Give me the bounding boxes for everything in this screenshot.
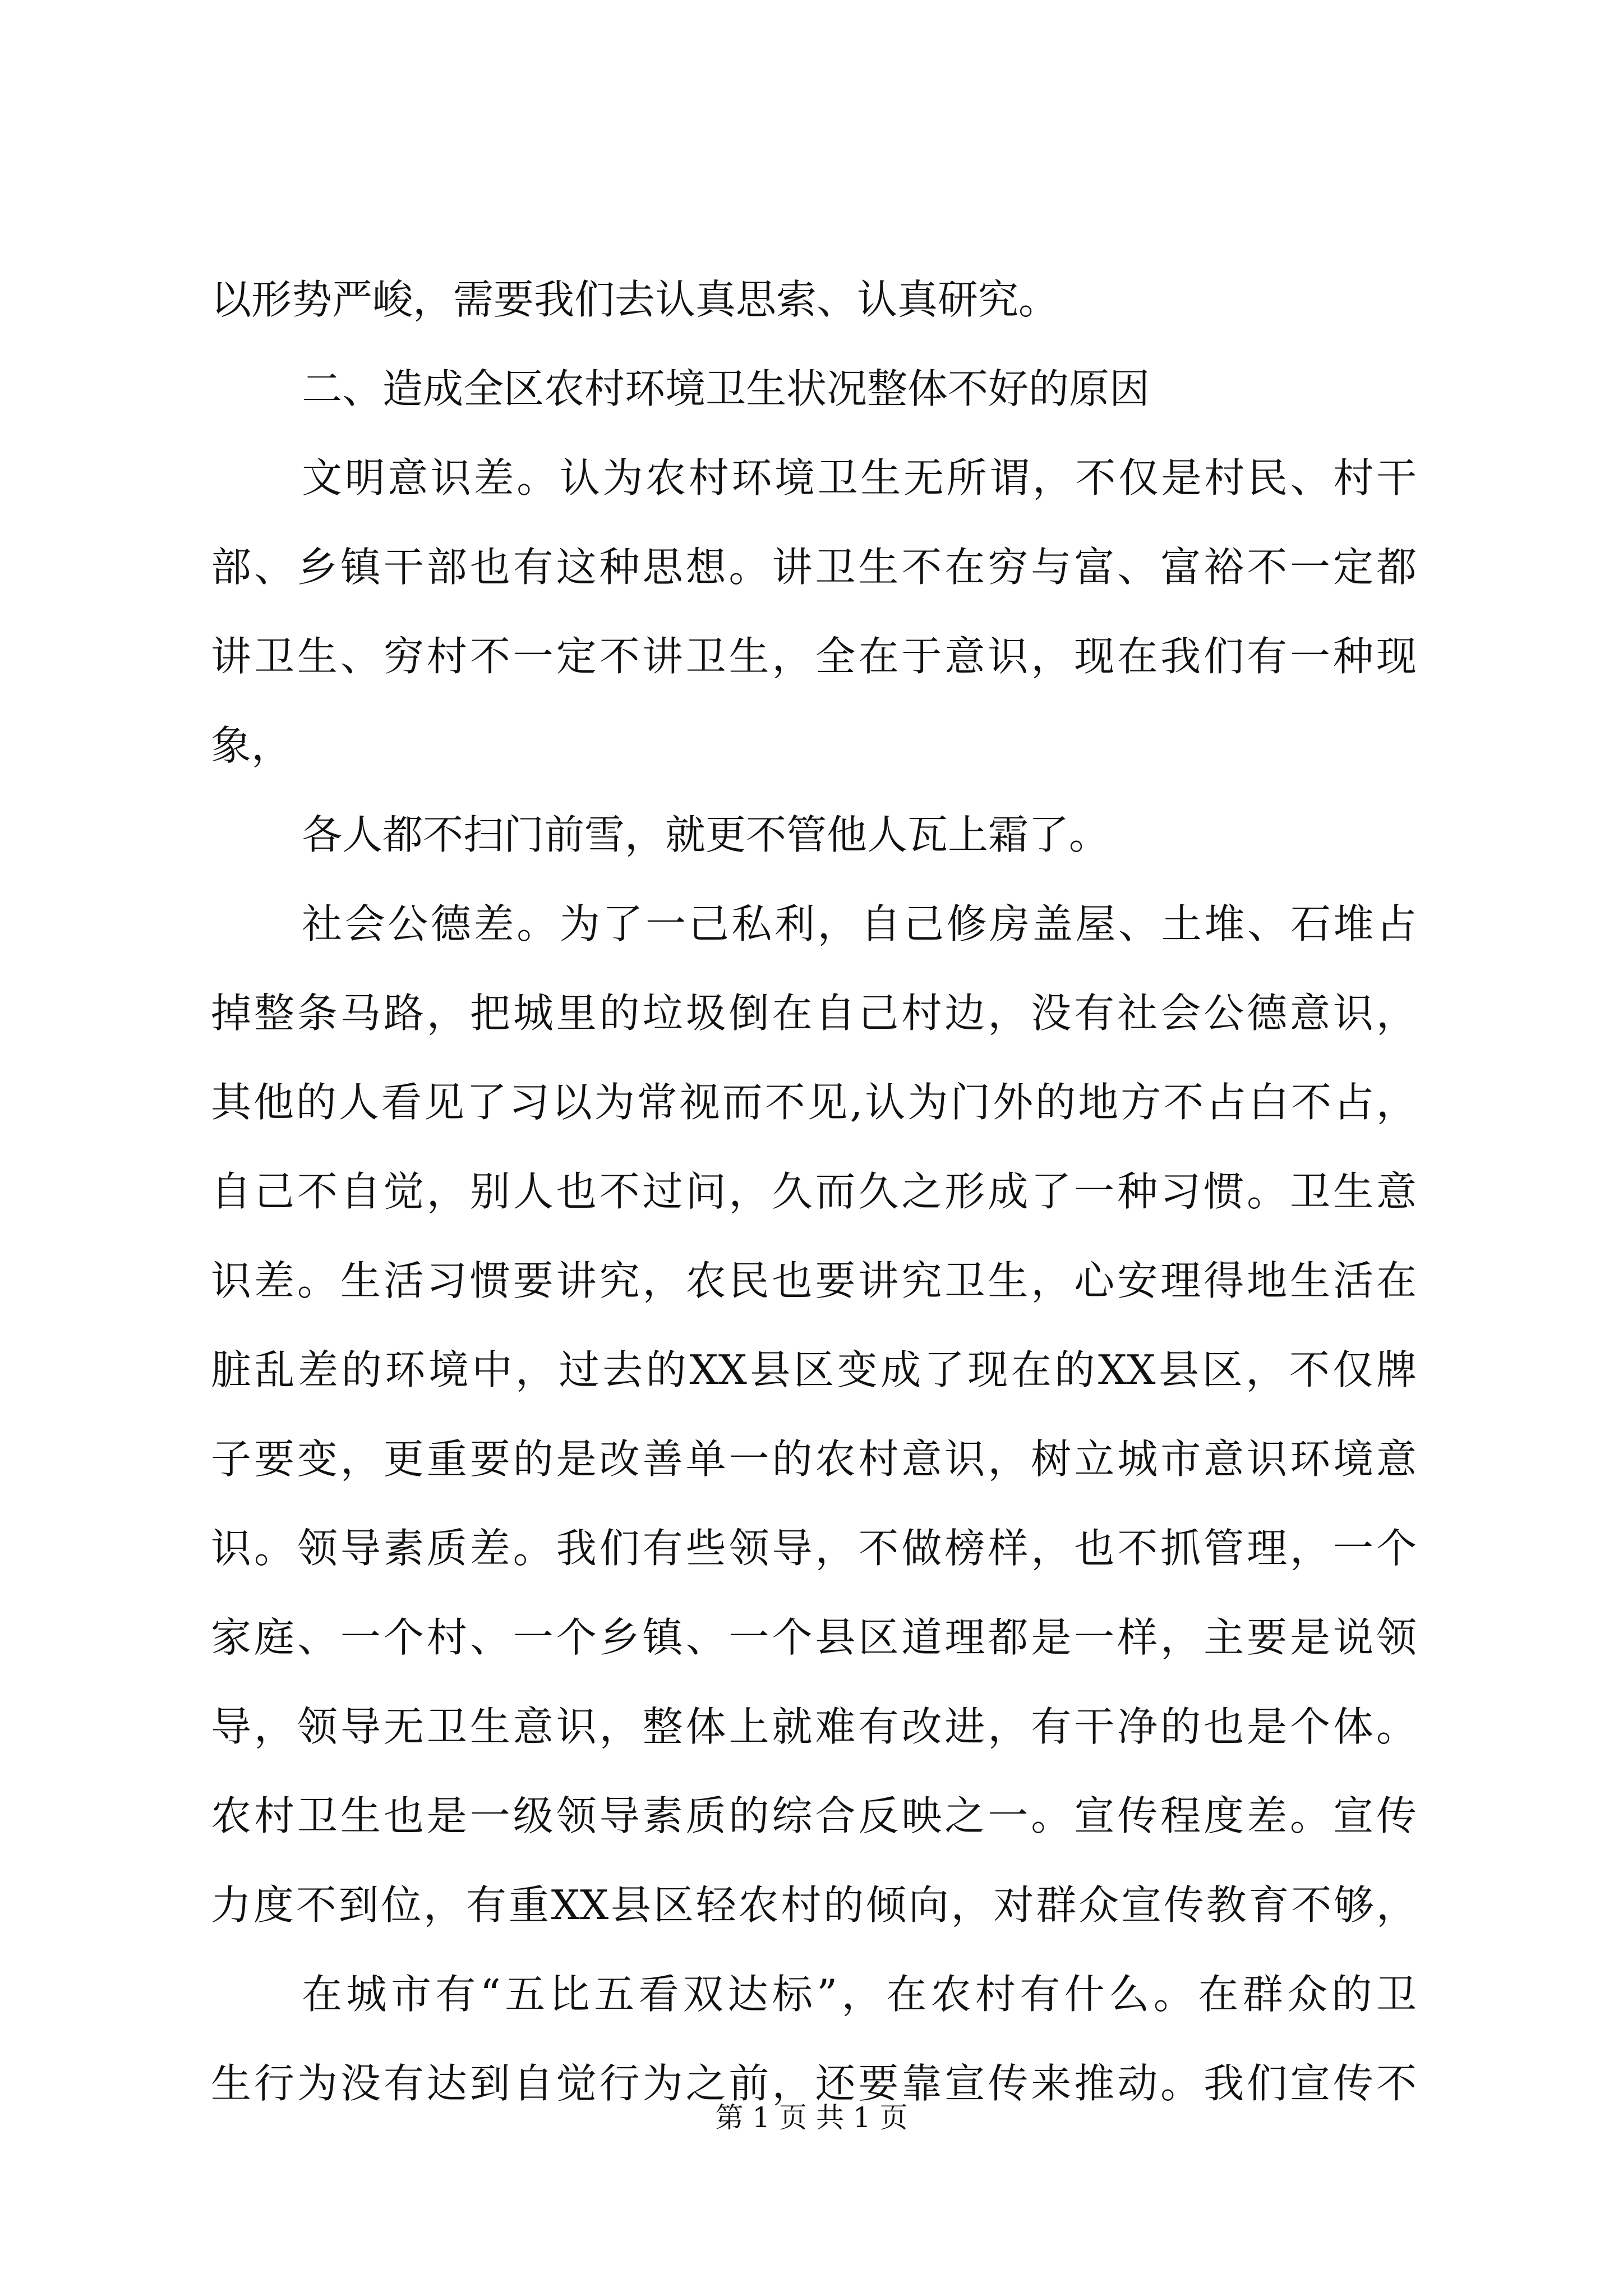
text-line: 文明意识差。认为农村环境卫生无所谓，不仅是村民、村干 — [302, 454, 1417, 501]
text-line: 以形势严峻，需要我们去认真思索、认真研究。 — [211, 276, 1059, 323]
page-number-label: 第 1 页 共 1 页 — [715, 2101, 908, 2134]
document-body — [211, 255, 1417, 2128]
text-line: 在城市有“五比五看双达标”，在农村有什么。在群众的卫 — [302, 1971, 1417, 2018]
text-line: 子要变，更重要的是改善单一的农村意识，树立城市意识环境意 — [211, 1435, 1417, 1483]
text-line: 掉整条马路，把城里的垃圾倒在自己村边，没有社会公德意识， — [211, 990, 1417, 1037]
text-line: 脏乱差的环境中，过去的XX县区变成了现在的XX县区，不仅牌 — [211, 1346, 1417, 1393]
text-line: 讲卫生、穷村不一定不讲卫生，全在于意识，现在我们有一种现 — [211, 633, 1417, 680]
text-line: 各人都不扫门前雪，就更不管他人瓦上霜了。 — [302, 811, 1110, 858]
text-line: 识。领导素质差。我们有些领导，不做榜样，也不抓管理，一个 — [211, 1525, 1417, 1572]
text-line: 部、乡镇干部也有这种思想。讲卫生不在穷与富、富裕不一定都 — [211, 544, 1417, 591]
text-line: 生行为没有达到自觉行为之前，还要靠宣传来推动。我们宣传不 — [211, 2060, 1417, 2107]
text-line: 家庭、一个村、一个乡镇、一个县区道理都是一样，主要是说领 — [211, 1614, 1417, 1661]
text-line: 导，领导无卫生意识，整体上就难有改进，有干净的也是个体。 — [211, 1703, 1417, 1750]
section-heading: 二、造成全区农村环境卫生状况整体不好的原因 — [302, 365, 1150, 412]
text-line: 社会公德差。为了一己私利，自己修房盖屋、土堆、石堆占 — [302, 900, 1417, 947]
text-line: 其他的人看见了习以为常视而不见,认为门外的地方不占白不占， — [211, 1079, 1417, 1126]
page-footer — [0, 2095, 1623, 2140]
text-line: 自己不自觉，别人也不过问，久而久之形成了一种习惯。卫生意 — [211, 1168, 1417, 1215]
text-line: 象， — [211, 722, 292, 769]
text-line: 识差。生活习惯要讲究，农民也要讲究卫生，心安理得地生活在 — [211, 1257, 1417, 1304]
text-line: 农村卫生也是一级领导素质的综合反映之一。宣传程度差。宣传 — [211, 1792, 1417, 1839]
text-line: 力度不到位，有重XX县区轻农村的倾向，对群众宣传教育不够， — [211, 1881, 1417, 1929]
